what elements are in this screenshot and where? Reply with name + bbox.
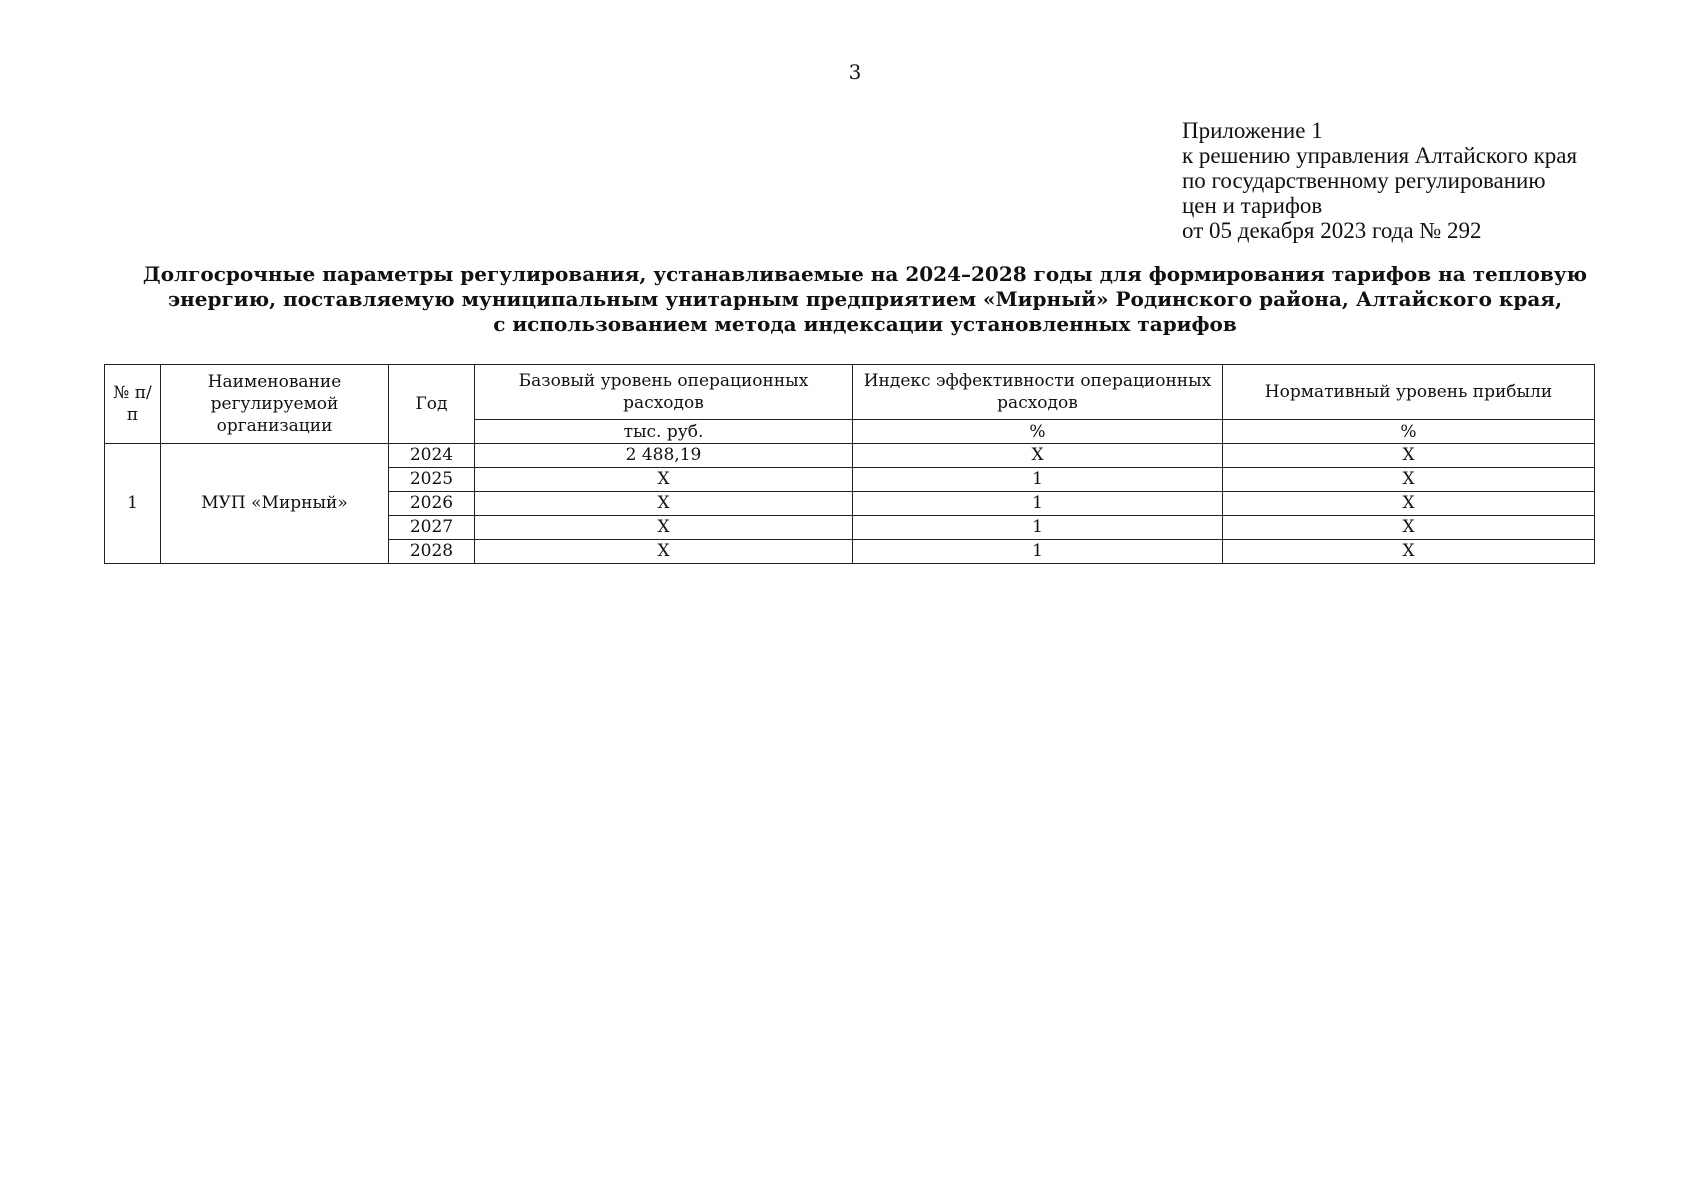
cell-base-cost: 2 488,19: [475, 444, 853, 468]
cell-org: МУП «Мирный»: [161, 444, 389, 564]
unit-efficiency-index: %: [853, 420, 1223, 444]
header-num: № п/п: [105, 365, 161, 444]
cell-year: 2026: [389, 492, 475, 516]
appendix-line: к решению управления Алтайского края: [1182, 143, 1578, 168]
header-org: Наименование регулируемой организации: [161, 365, 389, 444]
table-row: [105, 444, 1595, 468]
unit-base-cost: тыс. руб.: [475, 420, 853, 444]
title-line: энергию, поставляемую муниципальным унитарным предприятием «Мирный» Родинского района, Алтайского края,: [167, 287, 1563, 311]
parameters-table: [104, 364, 1595, 564]
cell-year: 2024: [389, 444, 475, 468]
cell-profit-level: X: [1223, 492, 1595, 516]
cell-base-cost: X: [475, 468, 853, 492]
cell-profit-level: X: [1223, 540, 1595, 564]
page-number: 3: [848, 60, 862, 84]
header-profit-level: Нормативный уровень прибыли: [1223, 365, 1595, 420]
document-title: [0, 262, 1696, 337]
cell-efficiency-index: 1: [853, 468, 1223, 492]
cell-efficiency-index: 1: [853, 516, 1223, 540]
appendix-line: Приложение 1: [1182, 118, 1323, 143]
cell-efficiency-index: 1: [853, 540, 1223, 564]
appendix-line: от 05 декабря 2023 года № 292: [1182, 218, 1482, 243]
cell-base-cost: X: [475, 516, 853, 540]
unit-profit-level: %: [1223, 420, 1595, 444]
cell-profit-level: X: [1223, 468, 1595, 492]
cell-efficiency-index: 1: [853, 492, 1223, 516]
cell-base-cost: X: [475, 492, 853, 516]
header-base-cost: Базовый уровень операционных расходов: [475, 365, 853, 420]
header-efficiency-index: Индекс эффективности операционных расходов: [853, 365, 1223, 420]
cell-efficiency-index: X: [853, 444, 1223, 468]
cell-year: 2028: [389, 540, 475, 564]
appendix-line: цен и тарифов: [1182, 193, 1323, 218]
cell-num: 1: [105, 444, 161, 564]
cell-profit-level: X: [1223, 444, 1595, 468]
cell-profit-level: X: [1223, 516, 1595, 540]
appendix-line: по государственному регулированию: [1182, 168, 1546, 193]
cell-base-cost: X: [475, 540, 853, 564]
title-line: Долгосрочные параметры регулирования, устанавливаемые на 2024–2028 годы для формирования тарифов на тепловую: [142, 262, 1588, 286]
appendix-block: [1182, 118, 1577, 243]
cell-year: 2027: [389, 516, 475, 540]
header-year: Год: [389, 365, 475, 444]
cell-year: 2025: [389, 468, 475, 492]
title-line: с использованием метода индексации установленных тарифов: [493, 312, 1237, 336]
